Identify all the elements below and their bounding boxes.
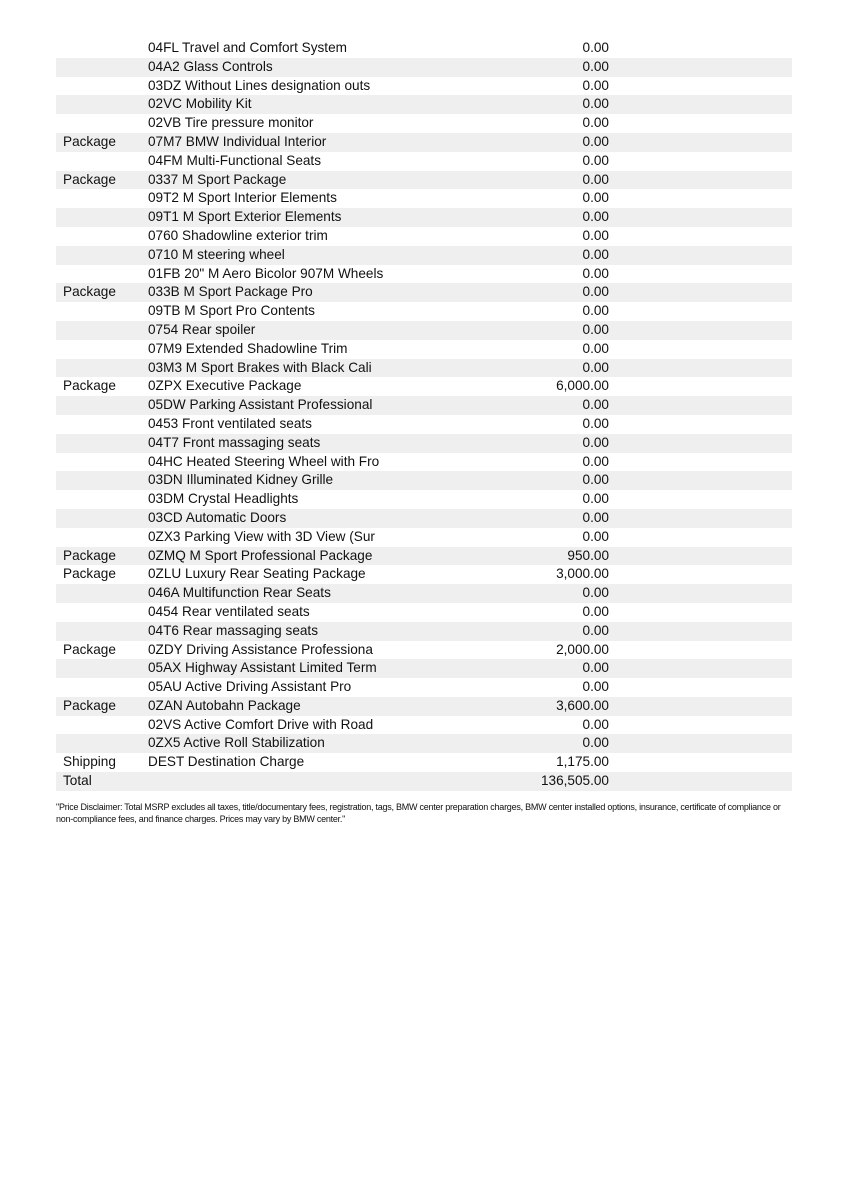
row-description: 04HC Heated Steering Wheel with Fro (148, 453, 380, 469)
row-price: 0.00 (582, 340, 609, 356)
row-price: 0.00 (582, 96, 609, 112)
table-row (56, 189, 792, 208)
row-price: 2,000.00 (556, 641, 609, 657)
price-disclaimer: "Price Disclaimer: Total MSRP excludes all taxes, title/documentary fees, registration, tags, BMW center preparation charges, BMW center installed options, insurance, certificate of compliance or non-compliance fees, and finance charges. Prices may vary by BMW center." (56, 802, 781, 824)
row-price: 0.00 (582, 40, 609, 55)
table-row (56, 321, 792, 340)
table-row (56, 77, 792, 96)
table-row (56, 753, 792, 772)
row-category: Package (63, 566, 116, 582)
table-row (56, 453, 792, 472)
row-description: 0337 M Sport Package (148, 171, 287, 187)
table-row (56, 678, 792, 697)
row-description: 0ZMQ M Sport Professional Package (148, 547, 373, 563)
row-description: 04FL Travel and Comfort System (148, 40, 347, 55)
row-description: 0ZX3 Parking View with 3D View (Sur (148, 528, 375, 544)
row-description: 05DW Parking Assistant Professional (148, 397, 373, 413)
row-description: 09T1 M Sport Exterior Elements (148, 209, 342, 225)
table-row (56, 734, 792, 753)
row-description: 0710 M steering wheel (148, 246, 285, 262)
row-price: 0.00 (582, 115, 609, 131)
row-description: 0453 Front ventilated seats (148, 415, 312, 431)
row-price: 0.00 (582, 133, 609, 149)
table-row (56, 547, 792, 566)
row-description: 03M3 M Sport Brakes with Black Cali (148, 359, 372, 375)
row-description: 033B M Sport Package Pro (148, 284, 313, 300)
table-row (56, 114, 792, 133)
row-price: 0.00 (582, 265, 609, 281)
row-description: 0454 Rear ventilated seats (148, 603, 310, 619)
row-description: 07M9 Extended Shadowline Trim (148, 340, 348, 356)
row-price: 0.00 (582, 321, 609, 337)
table-row (56, 95, 792, 114)
table-row (56, 58, 792, 77)
table-row (56, 302, 792, 321)
table-row (56, 434, 792, 453)
row-price: 0.00 (582, 58, 609, 74)
table-row (56, 377, 792, 396)
table-row (56, 283, 792, 302)
table-row (56, 396, 792, 415)
row-description: 03DZ Without Lines designation outs (148, 77, 371, 93)
row-description: 0754 Rear spoiler (148, 321, 256, 337)
row-price: 0.00 (582, 246, 609, 262)
row-price: 0.00 (582, 303, 609, 319)
row-price: 0.00 (582, 415, 609, 431)
table-row (56, 772, 792, 791)
row-price: 0.00 (582, 603, 609, 619)
table-row (56, 39, 792, 58)
row-price: 0.00 (582, 472, 609, 488)
row-price: 1,175.00 (556, 754, 609, 770)
row-description: DEST Destination Charge (148, 754, 305, 770)
table-row (56, 171, 792, 190)
row-description: 02VS Active Comfort Drive with Road (148, 716, 374, 732)
row-category: Package (63, 133, 116, 149)
table-row (56, 622, 792, 641)
row-price: 0.00 (582, 434, 609, 450)
row-price: 0.00 (582, 660, 609, 676)
row-price: 0.00 (582, 209, 609, 225)
table-row (56, 565, 792, 584)
row-price: 0.00 (582, 77, 609, 93)
row-description: 04T7 Front massaging seats (148, 434, 321, 450)
row-category: Total (63, 773, 92, 789)
table-row (56, 359, 792, 378)
row-description: 0ZPX Executive Package (148, 378, 302, 394)
row-description: 03DM Crystal Headlights (148, 491, 299, 507)
table-row (56, 133, 792, 152)
row-price: 0.00 (582, 190, 609, 206)
row-description: 07M7 BMW Individual Interior (148, 133, 327, 149)
row-price: 0.00 (582, 491, 609, 507)
row-price: 0.00 (582, 716, 609, 732)
row-category: Package (63, 697, 116, 713)
table-row (56, 528, 792, 547)
row-price: 3,000.00 (556, 566, 609, 582)
row-description: 03CD Automatic Doors (148, 509, 287, 525)
row-description: 04FM Multi-Functional Seats (148, 152, 322, 168)
row-description: 04A2 Glass Controls (148, 58, 273, 74)
row-description: 0760 Shadowline exterior trim (148, 227, 328, 243)
row-price: 6,000.00 (556, 378, 609, 394)
table-row (56, 603, 792, 622)
row-price: 0.00 (582, 679, 609, 695)
row-price: 0.00 (582, 152, 609, 168)
row-description: 02VB Tire pressure monitor (148, 115, 314, 131)
table-row (56, 584, 792, 603)
table-row (56, 246, 792, 265)
row-description: 01FB 20" M Aero Bicolor 907M Wheels (148, 265, 384, 281)
table-row (56, 265, 792, 284)
row-description: 03DN Illuminated Kidney Grille (148, 472, 334, 488)
row-category: Package (63, 641, 116, 657)
row-description: 046A Multifunction Rear Seats (148, 585, 331, 601)
row-description: 05AU Active Driving Assistant Pro (148, 679, 352, 695)
table-row (56, 490, 792, 509)
row-description: 0ZLU Luxury Rear Seating Package (148, 566, 366, 582)
row-price: 950.00 (567, 547, 609, 563)
row-price: 0.00 (582, 585, 609, 601)
row-price: 0.00 (582, 622, 609, 638)
row-price: 3,600.00 (556, 697, 609, 713)
table-row (56, 641, 792, 660)
row-category: Package (63, 171, 116, 187)
row-price: 0.00 (582, 227, 609, 243)
table-row (56, 415, 792, 434)
row-category: Package (63, 378, 116, 394)
row-price: 0.00 (582, 359, 609, 375)
row-category: Shipping (63, 754, 116, 770)
row-description: 0ZDY Driving Assistance Professiona (148, 641, 373, 657)
table-row (56, 509, 792, 528)
row-price: 0.00 (582, 528, 609, 544)
row-category: Package (63, 284, 116, 300)
row-description: 0ZAN Autobahn Package (148, 697, 301, 713)
row-price: 136,505.00 (540, 773, 609, 789)
row-price: 0.00 (582, 453, 609, 469)
table-row (56, 659, 792, 678)
options-price-table (56, 39, 792, 791)
row-price: 0.00 (582, 735, 609, 751)
table-row (56, 716, 792, 735)
row-description: 0ZX5 Active Roll Stabilization (148, 735, 325, 751)
row-price: 0.00 (582, 171, 609, 187)
table-row (56, 208, 792, 227)
table-row (56, 697, 792, 716)
table-row (56, 340, 792, 359)
row-description: 02VC Mobility Kit (148, 96, 252, 112)
row-description: 09TB M Sport Pro Contents (148, 303, 315, 319)
row-description: 05AX Highway Assistant Limited Term (148, 660, 377, 676)
row-description: 09T2 M Sport Interior Elements (148, 190, 337, 206)
table-row (56, 227, 792, 246)
row-price: 0.00 (582, 397, 609, 413)
table-row (56, 152, 792, 171)
row-price: 0.00 (582, 284, 609, 300)
table-row (56, 471, 792, 490)
row-description: 04T6 Rear massaging seats (148, 622, 319, 638)
row-price: 0.00 (582, 509, 609, 525)
row-category: Package (63, 547, 116, 563)
